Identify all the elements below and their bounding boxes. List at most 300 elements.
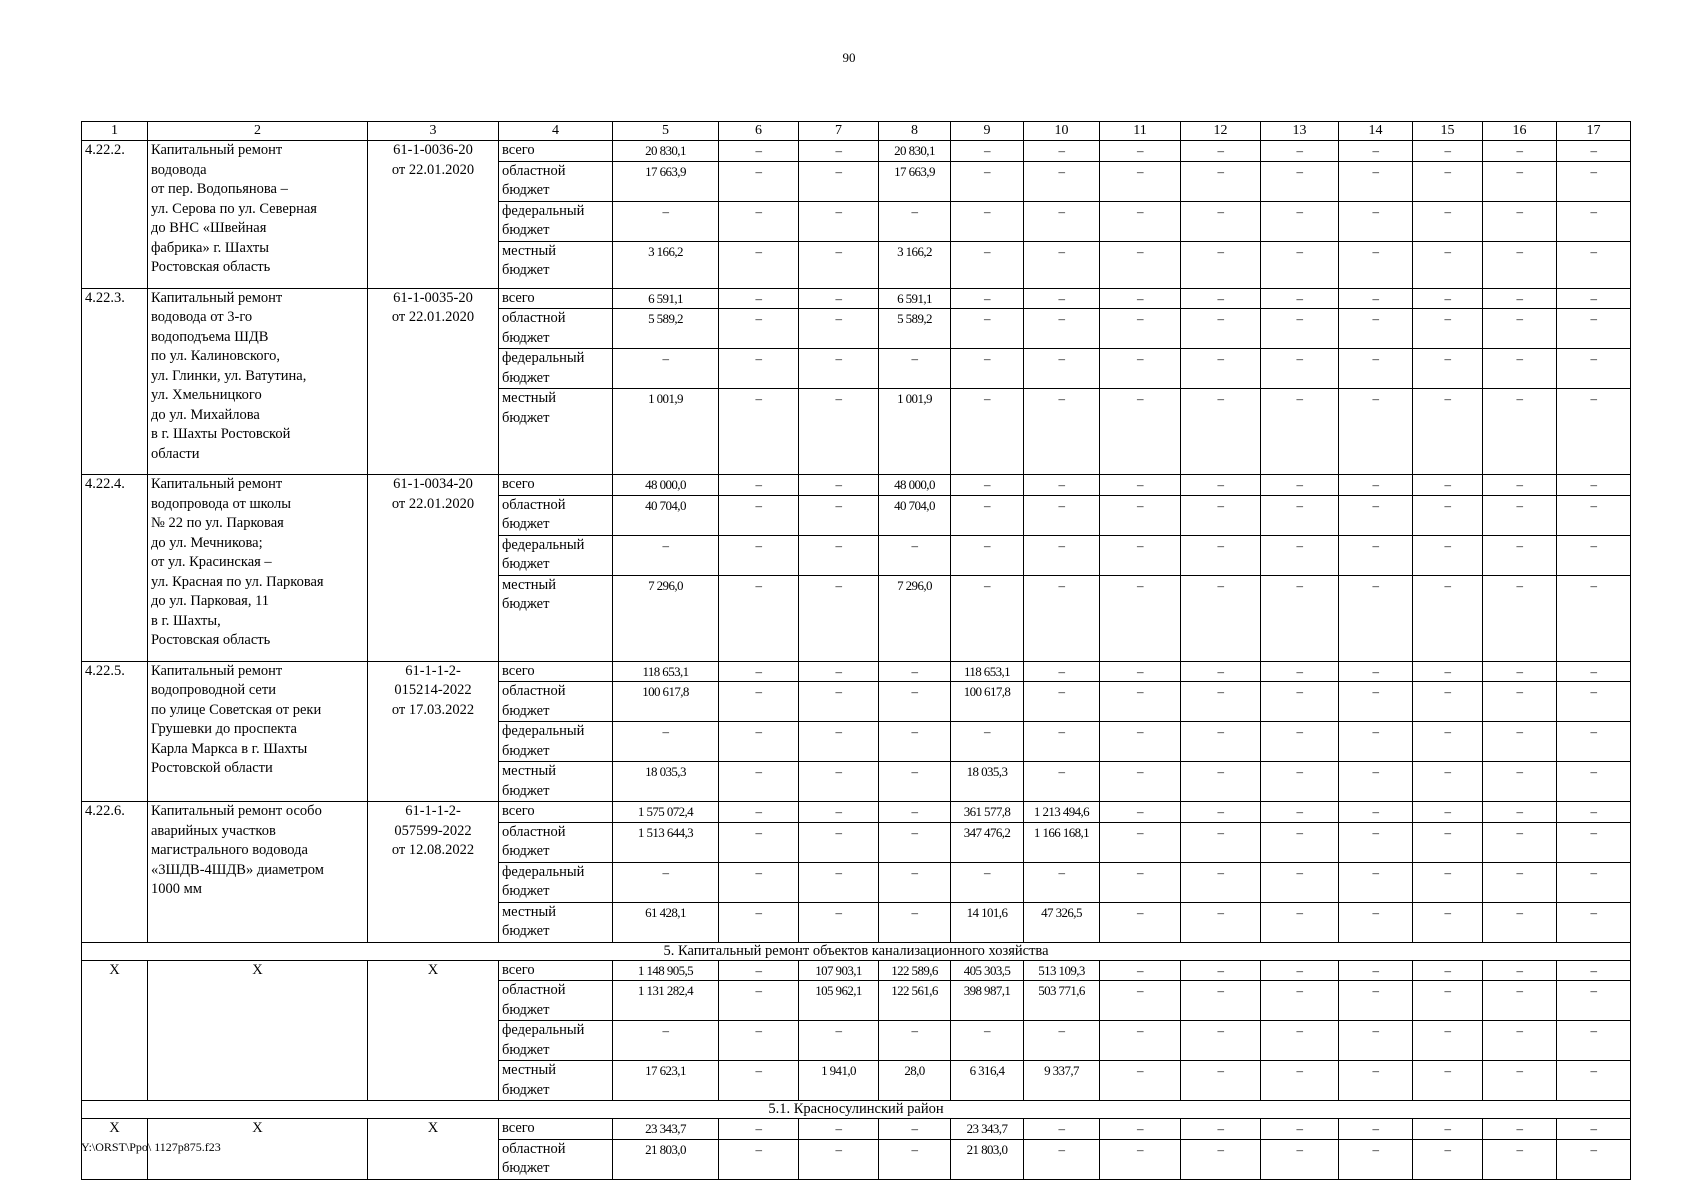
value-cell: – bbox=[1261, 201, 1339, 241]
cell-line: бюджет bbox=[502, 262, 550, 278]
table-row bbox=[82, 288, 1631, 309]
value-cell: – bbox=[1261, 288, 1339, 309]
value-cell: – bbox=[799, 161, 879, 201]
financing-table bbox=[81, 121, 1631, 1180]
value-cell: 21 803,0 bbox=[951, 1139, 1024, 1179]
value-cell: – bbox=[719, 902, 799, 942]
value-cell: – bbox=[799, 1021, 879, 1061]
value-cell: – bbox=[1100, 822, 1181, 862]
value-cell: – bbox=[879, 802, 951, 823]
funding-type-cell bbox=[499, 682, 613, 722]
value-cell: – bbox=[1100, 535, 1181, 575]
value-cell: – bbox=[1557, 389, 1631, 475]
value-cell: – bbox=[1413, 575, 1483, 661]
value-cell: – bbox=[1024, 762, 1100, 802]
cell-line: водопровода от школы bbox=[151, 495, 292, 512]
value-cell: – bbox=[1261, 802, 1339, 823]
value-cell: – bbox=[1261, 241, 1339, 288]
value-cell: – bbox=[951, 349, 1024, 389]
value-cell: – bbox=[1557, 1061, 1631, 1101]
cell-line: бюджет bbox=[502, 222, 550, 238]
section-title: 5. Капитальный ремонт объектов канализационного хозяйства bbox=[82, 942, 1631, 960]
column-header: 15 bbox=[1413, 122, 1483, 141]
value-cell: – bbox=[1339, 1061, 1413, 1101]
value-cell: – bbox=[1181, 309, 1261, 349]
value-cell: – bbox=[1557, 535, 1631, 575]
value-cell: – bbox=[1483, 1021, 1557, 1061]
value-cell: – bbox=[1413, 862, 1483, 902]
value-cell: – bbox=[1181, 161, 1261, 201]
value-cell: 1 148 905,5 bbox=[613, 960, 719, 981]
column-header: 6 bbox=[719, 122, 799, 141]
funding-type-cell bbox=[499, 475, 613, 496]
value-cell: – bbox=[1413, 902, 1483, 942]
value-cell: – bbox=[613, 349, 719, 389]
value-cell: – bbox=[1100, 161, 1181, 201]
value-cell: – bbox=[799, 1119, 879, 1140]
funding-type-cell bbox=[499, 661, 613, 682]
value-cell: – bbox=[1261, 309, 1339, 349]
cell-line: по улице Советская от реки bbox=[151, 701, 322, 718]
item-name-cell bbox=[148, 661, 368, 802]
value-cell: 513 109,3 bbox=[1024, 960, 1100, 981]
value-cell: – bbox=[799, 241, 879, 288]
value-cell: – bbox=[1413, 981, 1483, 1021]
value-cell: – bbox=[799, 661, 879, 682]
value-cell: – bbox=[1261, 762, 1339, 802]
value-cell: – bbox=[1339, 475, 1413, 496]
funding-type-cell bbox=[499, 1021, 613, 1061]
table-row bbox=[82, 661, 1631, 682]
funding-type-cell bbox=[499, 288, 613, 309]
cell-line: всего bbox=[502, 803, 535, 819]
value-cell: – bbox=[719, 1139, 799, 1179]
value-cell: – bbox=[719, 862, 799, 902]
item-name-cell bbox=[148, 960, 368, 1101]
value-cell: – bbox=[1557, 1139, 1631, 1179]
value-cell: – bbox=[1181, 389, 1261, 475]
value-cell: – bbox=[719, 575, 799, 661]
cell-line: Капитальный ремонт bbox=[151, 662, 283, 679]
item-name-cell bbox=[148, 141, 368, 289]
value-cell: – bbox=[719, 1119, 799, 1140]
funding-type-cell bbox=[499, 161, 613, 201]
value-cell: – bbox=[1413, 722, 1483, 762]
value-cell: – bbox=[1261, 161, 1339, 201]
value-cell: – bbox=[1024, 862, 1100, 902]
value-cell: 6 591,1 bbox=[879, 288, 951, 309]
value-cell: – bbox=[1483, 349, 1557, 389]
value-cell: 47 326,5 bbox=[1024, 902, 1100, 942]
value-cell: – bbox=[879, 902, 951, 942]
section-title: 5.1. Красносулинский район bbox=[82, 1101, 1631, 1119]
item-number-cell: 4.22.2. bbox=[82, 141, 148, 289]
value-cell: – bbox=[799, 802, 879, 823]
value-cell: – bbox=[1557, 475, 1631, 496]
column-header: 11 bbox=[1100, 122, 1181, 141]
value-cell: – bbox=[1024, 241, 1100, 288]
value-cell: – bbox=[799, 389, 879, 475]
cell-line: по ул. Калиновского, bbox=[151, 348, 280, 364]
cell-line: бюджет bbox=[502, 596, 550, 612]
cell-line: местный bbox=[502, 903, 557, 920]
value-cell: 405 303,5 bbox=[951, 960, 1024, 981]
value-cell: – bbox=[951, 288, 1024, 309]
cell-line: бюджет bbox=[502, 782, 550, 799]
cell-line: областной bbox=[502, 496, 566, 513]
value-cell: – bbox=[1339, 161, 1413, 201]
value-cell: 6 591,1 bbox=[613, 288, 719, 309]
value-cell: – bbox=[1339, 722, 1413, 762]
value-cell: – bbox=[1413, 389, 1483, 475]
value-cell: 1 575 072,4 bbox=[613, 802, 719, 823]
value-cell: – bbox=[1557, 1021, 1631, 1061]
value-cell: 118 653,1 bbox=[951, 661, 1024, 682]
value-cell: – bbox=[1181, 535, 1261, 575]
value-cell: – bbox=[1557, 309, 1631, 349]
value-cell: – bbox=[799, 141, 879, 162]
value-cell: – bbox=[1339, 495, 1413, 535]
cell-line: 1000 мм bbox=[151, 881, 202, 897]
value-cell: – bbox=[1261, 960, 1339, 981]
value-cell: – bbox=[1100, 762, 1181, 802]
value-cell: – bbox=[1261, 902, 1339, 942]
value-cell: – bbox=[1413, 495, 1483, 535]
funding-type-cell bbox=[499, 1119, 613, 1140]
value-cell: – bbox=[1413, 762, 1483, 802]
value-cell: 1 166 168,1 bbox=[1024, 822, 1100, 862]
value-cell: – bbox=[879, 535, 951, 575]
value-cell: – bbox=[1024, 309, 1100, 349]
cell-line: федеральный bbox=[502, 863, 585, 880]
value-cell: 122 561,6 bbox=[879, 981, 951, 1021]
value-cell: 40 704,0 bbox=[613, 495, 719, 535]
cell-line: бюджет bbox=[502, 329, 550, 346]
funding-type-cell bbox=[499, 822, 613, 862]
value-cell: – bbox=[1413, 349, 1483, 389]
funding-type-cell bbox=[499, 1061, 613, 1101]
value-cell: 20 830,1 bbox=[613, 141, 719, 162]
value-cell: – bbox=[1483, 862, 1557, 902]
cell-line: до ВНС «Швейная bbox=[151, 220, 267, 236]
cell-line: в г. Шахты, bbox=[151, 612, 221, 629]
value-cell: 23 343,7 bbox=[613, 1119, 719, 1140]
value-cell: – bbox=[799, 475, 879, 496]
column-header: 4 bbox=[499, 122, 613, 141]
cell-line: федеральный bbox=[502, 202, 585, 219]
value-cell: 17 663,9 bbox=[879, 161, 951, 201]
value-cell: – bbox=[1100, 802, 1181, 823]
value-cell: – bbox=[1181, 141, 1261, 162]
cell-line: местный bbox=[502, 242, 557, 259]
cell-line: до ул. Мечникова; bbox=[151, 534, 263, 551]
value-cell: – bbox=[1100, 1021, 1181, 1061]
column-header: 10 bbox=[1024, 122, 1100, 141]
value-cell: – bbox=[1024, 575, 1100, 661]
value-cell: 3 166,2 bbox=[613, 241, 719, 288]
value-cell: – bbox=[1483, 161, 1557, 201]
value-cell: – bbox=[951, 201, 1024, 241]
header-row bbox=[82, 122, 1631, 141]
value-cell: – bbox=[1339, 661, 1413, 682]
value-cell: 398 987,1 bbox=[951, 981, 1024, 1021]
value-cell: – bbox=[1413, 288, 1483, 309]
value-cell: – bbox=[719, 1061, 799, 1101]
cell-line: Карла Маркса в г. Шахты bbox=[151, 740, 308, 757]
item-number-cell: Х bbox=[82, 960, 148, 1101]
value-cell: – bbox=[719, 661, 799, 682]
value-cell: 17 623,1 bbox=[613, 1061, 719, 1101]
value-cell: – bbox=[1181, 661, 1261, 682]
value-cell: 17 663,9 bbox=[613, 161, 719, 201]
value-cell: – bbox=[1557, 141, 1631, 162]
cell-line: федеральный bbox=[502, 350, 585, 366]
value-cell: – bbox=[1024, 475, 1100, 496]
value-cell: – bbox=[951, 495, 1024, 535]
value-cell: – bbox=[1100, 495, 1181, 535]
value-cell: – bbox=[1483, 981, 1557, 1021]
item-number-cell: 4.22.6. bbox=[82, 802, 148, 943]
value-cell: – bbox=[1557, 575, 1631, 661]
value-cell: 21 803,0 bbox=[613, 1139, 719, 1179]
document-cell bbox=[368, 960, 499, 1101]
cell-line: аварийных участков bbox=[151, 822, 276, 839]
value-cell: – bbox=[1100, 475, 1181, 496]
value-cell: 1 941,0 bbox=[799, 1061, 879, 1101]
value-cell: – bbox=[719, 161, 799, 201]
funding-type-cell bbox=[499, 575, 613, 661]
value-cell: – bbox=[613, 862, 719, 902]
cell-line: всего bbox=[502, 961, 535, 978]
funding-type-cell bbox=[499, 960, 613, 981]
cell-line: от 12.08.2022 bbox=[391, 842, 475, 858]
value-cell: – bbox=[1100, 902, 1181, 942]
column-header: 5 bbox=[613, 122, 719, 141]
value-cell: – bbox=[1413, 161, 1483, 201]
cell-line: 61-1-0034-20 bbox=[393, 476, 473, 492]
value-cell: – bbox=[879, 1139, 951, 1179]
value-cell: 100 617,8 bbox=[951, 682, 1024, 722]
value-cell: – bbox=[951, 722, 1024, 762]
value-cell: – bbox=[1261, 1139, 1339, 1179]
value-cell: – bbox=[1261, 389, 1339, 475]
value-cell: – bbox=[1181, 981, 1261, 1021]
value-cell: – bbox=[1413, 1119, 1483, 1140]
value-cell: – bbox=[719, 475, 799, 496]
value-cell: – bbox=[613, 1021, 719, 1061]
funding-type-cell bbox=[499, 1139, 613, 1179]
value-cell: – bbox=[1024, 535, 1100, 575]
table-row bbox=[82, 1119, 1631, 1140]
value-cell: – bbox=[1339, 575, 1413, 661]
value-cell: – bbox=[1413, 960, 1483, 981]
value-cell: – bbox=[1261, 822, 1339, 862]
item-name-cell bbox=[148, 802, 368, 943]
value-cell: – bbox=[1100, 1139, 1181, 1179]
funding-type-cell bbox=[499, 722, 613, 762]
value-cell: – bbox=[951, 309, 1024, 349]
value-cell: – bbox=[719, 201, 799, 241]
value-cell: – bbox=[1261, 862, 1339, 902]
value-cell: – bbox=[1557, 802, 1631, 823]
value-cell: – bbox=[719, 288, 799, 309]
cell-line: бюджет bbox=[502, 742, 550, 759]
value-cell: – bbox=[1339, 349, 1413, 389]
cell-line: бюджет bbox=[502, 702, 550, 719]
value-cell: 9 337,7 bbox=[1024, 1061, 1100, 1101]
value-cell: – bbox=[1339, 682, 1413, 722]
cell-line: местный bbox=[502, 1062, 557, 1078]
value-cell: 1 131 282,4 bbox=[613, 981, 719, 1021]
value-cell: – bbox=[1100, 862, 1181, 902]
value-cell: – bbox=[1413, 822, 1483, 862]
cell-line: Х bbox=[427, 961, 439, 978]
value-cell: – bbox=[1181, 349, 1261, 389]
value-cell: – bbox=[1181, 495, 1261, 535]
document-cell bbox=[368, 141, 499, 289]
value-cell: – bbox=[1557, 902, 1631, 942]
value-cell: – bbox=[1261, 141, 1339, 162]
value-cell: – bbox=[1413, 1021, 1483, 1061]
value-cell: – bbox=[879, 201, 951, 241]
value-cell: – bbox=[719, 722, 799, 762]
funding-type-cell bbox=[499, 201, 613, 241]
cell-line: бюджет bbox=[502, 1001, 550, 1018]
cell-line: водовода bbox=[151, 161, 207, 178]
cell-line: от 22.01.2020 bbox=[391, 495, 475, 512]
table-container bbox=[81, 121, 1631, 1180]
cell-line: всего bbox=[502, 1120, 535, 1136]
cell-line: водоподъема ШДВ bbox=[151, 328, 269, 345]
value-cell: – bbox=[1413, 475, 1483, 496]
value-cell: – bbox=[1339, 1139, 1413, 1179]
value-cell: – bbox=[1339, 241, 1413, 288]
value-cell: – bbox=[719, 822, 799, 862]
cell-line: в г. Шахты Ростовской bbox=[151, 426, 291, 442]
value-cell: – bbox=[799, 349, 879, 389]
value-cell: 5 589,2 bbox=[613, 309, 719, 349]
value-cell: 1 001,9 bbox=[613, 389, 719, 475]
value-cell: 5 589,2 bbox=[879, 309, 951, 349]
value-cell: – bbox=[1100, 389, 1181, 475]
value-cell: – bbox=[719, 349, 799, 389]
item-number-cell: 4.22.4. bbox=[82, 475, 148, 662]
value-cell: – bbox=[1413, 802, 1483, 823]
value-cell: – bbox=[799, 762, 879, 802]
value-cell: 40 704,0 bbox=[879, 495, 951, 535]
value-cell: 61 428,1 bbox=[613, 902, 719, 942]
value-cell: – bbox=[1261, 495, 1339, 535]
value-cell: – bbox=[1483, 722, 1557, 762]
value-cell: – bbox=[1181, 802, 1261, 823]
value-cell: – bbox=[951, 535, 1024, 575]
cell-line: областной bbox=[502, 683, 566, 699]
value-cell: – bbox=[1181, 1021, 1261, 1061]
value-cell: – bbox=[1483, 309, 1557, 349]
value-cell: – bbox=[799, 722, 879, 762]
value-cell: – bbox=[1181, 1139, 1261, 1179]
value-cell: – bbox=[1339, 862, 1413, 902]
value-cell: – bbox=[1483, 475, 1557, 496]
value-cell: – bbox=[1181, 822, 1261, 862]
value-cell: – bbox=[879, 722, 951, 762]
cell-line: фабрика» г. Шахты bbox=[151, 239, 269, 256]
value-cell: – bbox=[1100, 722, 1181, 762]
value-cell: – bbox=[879, 682, 951, 722]
cell-line: бюджет bbox=[502, 556, 550, 572]
cell-line: 015214-2022 bbox=[394, 682, 472, 698]
value-cell: – bbox=[1024, 1021, 1100, 1061]
value-cell: – bbox=[1557, 661, 1631, 682]
value-cell: – bbox=[1100, 201, 1181, 241]
column-header: 14 bbox=[1339, 122, 1413, 141]
item-name-cell bbox=[148, 288, 368, 475]
cell-line: областной bbox=[502, 823, 566, 840]
value-cell: – bbox=[1483, 661, 1557, 682]
value-cell: – bbox=[1483, 201, 1557, 241]
value-cell: – bbox=[1413, 141, 1483, 162]
value-cell: – bbox=[1181, 902, 1261, 942]
value-cell: – bbox=[1261, 1119, 1339, 1140]
value-cell: – bbox=[1181, 1119, 1261, 1140]
cell-line: Капитальный ремонт bbox=[151, 476, 283, 492]
value-cell: 1 213 494,6 bbox=[1024, 802, 1100, 823]
value-cell: – bbox=[1557, 1119, 1631, 1140]
cell-line: бюджет bbox=[502, 369, 550, 386]
value-cell: – bbox=[1557, 288, 1631, 309]
value-cell: – bbox=[1181, 241, 1261, 288]
value-cell: – bbox=[1339, 288, 1413, 309]
value-cell: – bbox=[879, 762, 951, 802]
cell-line: от 22.01.2020 bbox=[391, 309, 475, 325]
value-cell: – bbox=[1413, 201, 1483, 241]
value-cell: 28,0 bbox=[879, 1061, 951, 1101]
value-cell: – bbox=[951, 575, 1024, 661]
document-cell bbox=[368, 1119, 499, 1180]
funding-type-cell bbox=[499, 241, 613, 288]
value-cell: – bbox=[1339, 902, 1413, 942]
cell-line: Капитальный ремонт bbox=[151, 289, 283, 306]
value-cell: – bbox=[1483, 822, 1557, 862]
value-cell: – bbox=[1557, 822, 1631, 862]
value-cell: – bbox=[951, 475, 1024, 496]
value-cell: – bbox=[1261, 682, 1339, 722]
value-cell: – bbox=[1413, 1139, 1483, 1179]
cell-line: области bbox=[151, 445, 200, 462]
column-header: 2 bbox=[148, 122, 368, 141]
value-cell: – bbox=[879, 862, 951, 902]
value-cell: 1 513 644,3 bbox=[613, 822, 719, 862]
value-cell: – bbox=[1413, 241, 1483, 288]
cell-line: 61-1-1-2- bbox=[405, 662, 461, 679]
cell-line: бюджет bbox=[502, 182, 550, 198]
document-cell bbox=[368, 475, 499, 662]
value-cell: 7 296,0 bbox=[879, 575, 951, 661]
cell-line: от пер. Водопьянова – bbox=[151, 181, 288, 197]
value-cell: – bbox=[1557, 349, 1631, 389]
value-cell: – bbox=[1339, 201, 1413, 241]
value-cell: – bbox=[1557, 161, 1631, 201]
value-cell: – bbox=[719, 802, 799, 823]
funding-type-cell bbox=[499, 535, 613, 575]
cell-line: федеральный bbox=[502, 723, 585, 739]
value-cell: – bbox=[1483, 1119, 1557, 1140]
value-cell: – bbox=[1181, 288, 1261, 309]
value-cell: – bbox=[1413, 682, 1483, 722]
value-cell: – bbox=[799, 201, 879, 241]
value-cell: – bbox=[1483, 575, 1557, 661]
value-cell: – bbox=[1557, 960, 1631, 981]
